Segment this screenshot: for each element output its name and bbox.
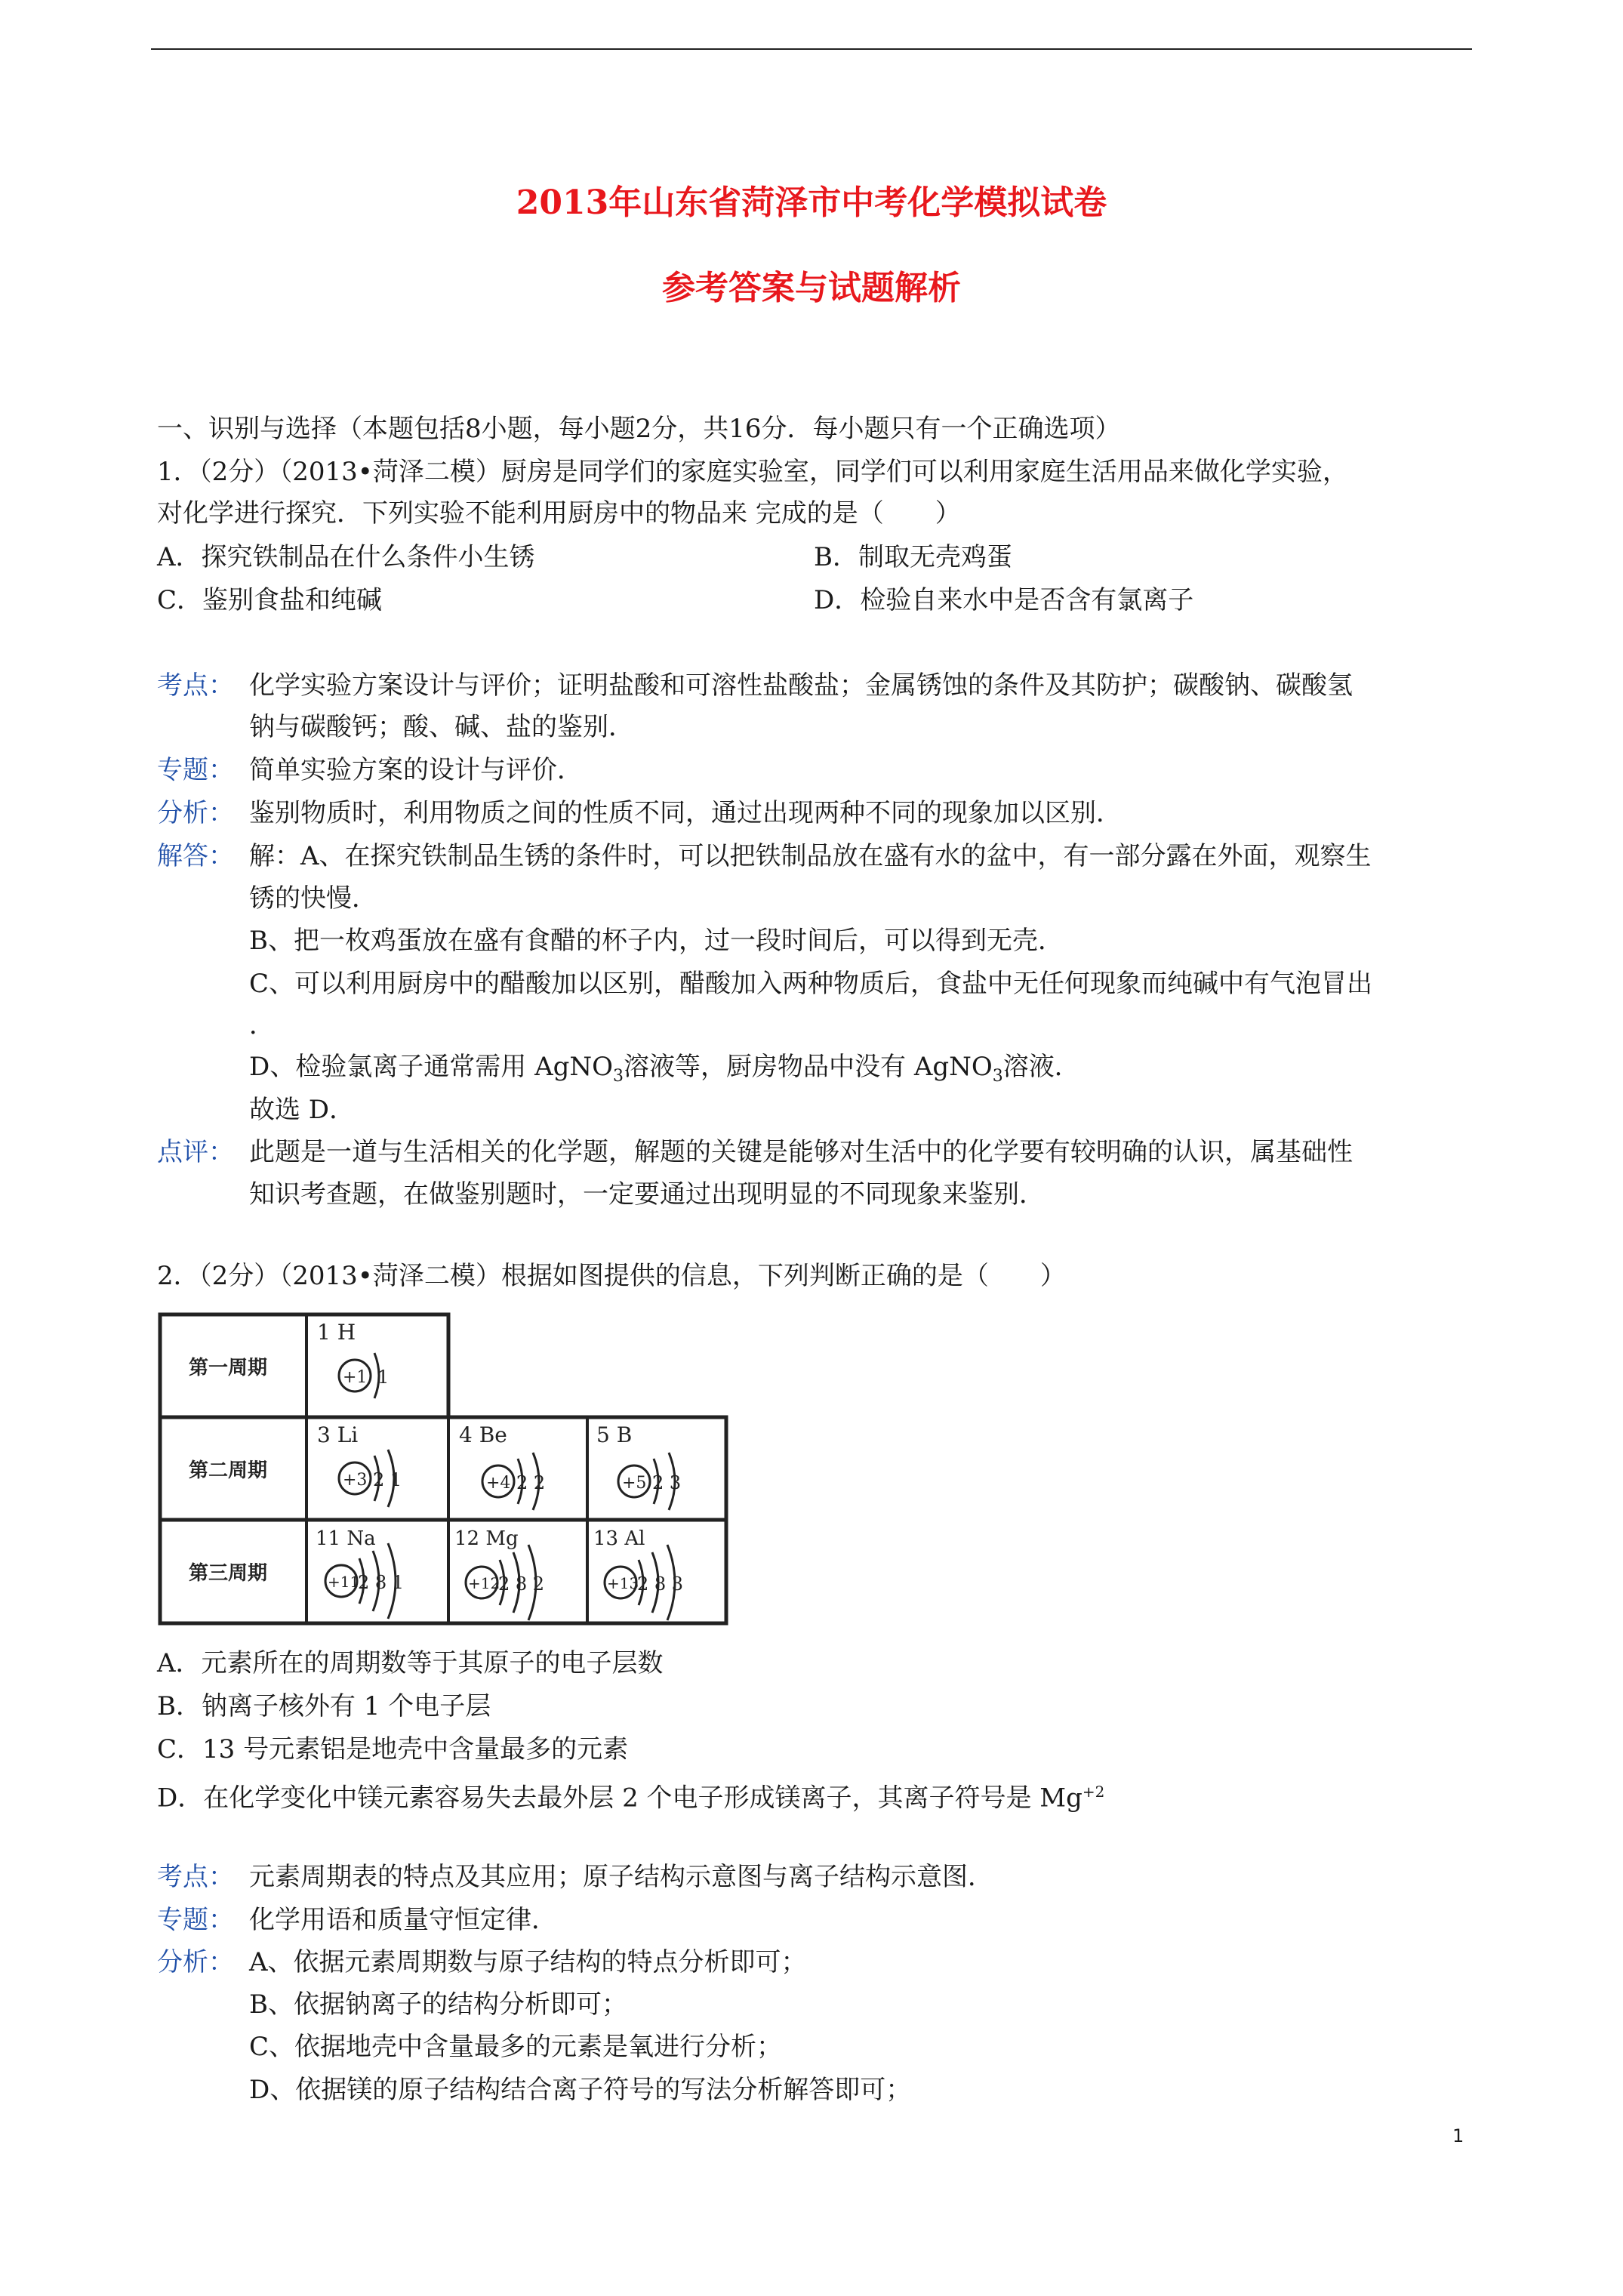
q2-fenxi-line1: A、依据元素周期数与原子结构的特点分析即可；	[249, 1947, 807, 1977]
b-nucleus-charge: +5	[622, 1474, 647, 1493]
q1-jieda-line2: 锈的快慢．	[249, 883, 377, 914]
na-nucleus-charge: +11	[328, 1573, 360, 1591]
q2-kaodian: 元素周期表的特点及其应用；原子结构示意图与离子结构示意图．	[249, 1862, 993, 1892]
mg-electrons: 2 8 2	[498, 1573, 545, 1595]
period3-label: 第三周期	[189, 1562, 268, 1585]
q2-fenxi-label: 分析：	[157, 1947, 234, 1977]
b-symbol: 5 B	[596, 1422, 633, 1447]
section-heading: 一、识别与选择（本题包括8小题，每小题2分，共16分．每小题只有一个正确选项）	[157, 414, 1121, 444]
period2-label: 第二周期	[189, 1459, 268, 1482]
h-symbol: 1 H	[317, 1320, 356, 1345]
q2-option-c: C．13 号元素铝是地壳中含量最多的元素	[157, 1734, 629, 1764]
page-number: 1	[1452, 2125, 1464, 2147]
q2-option-b: B．钠离子核外有 1 个电子层	[157, 1691, 491, 1721]
b-electrons: 2 3	[652, 1472, 682, 1493]
q2-kaodian-label: 考点：	[157, 1862, 234, 1892]
be-symbol: 4 Be	[459, 1422, 507, 1447]
q2-fenxi-line4: D、依据镁的原子结构结合离子符号的写法分析解答即可；	[249, 2075, 912, 2105]
q1-stem-line1: 1．（2分）（2013•菏泽二模）厨房是同学们的家庭实验室，同学们可以利用家庭生活用品来做化学实验，	[157, 457, 1348, 487]
q1-zhuanti-label: 专题：	[157, 755, 234, 785]
q2-zhuanti-label: 专题：	[157, 1905, 234, 1935]
q1-jieda-line1: 解：A、在探究铁制品生锈的条件时，可以把铁制品放在盛有水的盆中，有一部分露在外面，观察生	[249, 841, 1372, 871]
q1-stem-line2: 对化学进行探究．下列实验不能利用厨房中的物品来 完成的是（ ）	[157, 498, 961, 529]
q1-kaodian-line2: 钠与碳酸钙；酸、碱、盐的鉴别．	[249, 712, 634, 742]
header-rule	[151, 48, 1472, 50]
q1-zhuanti: 简单实验方案的设计与评价．	[249, 755, 583, 785]
li-electrons: 2 1	[373, 1469, 402, 1490]
q2-option-a: A．元素所在的周期数等于其原子的电子层数	[157, 1648, 664, 1678]
document-subtitle: 参考答案与试题解析	[662, 269, 961, 307]
q1-kaodian-label: 考点：	[157, 670, 234, 701]
q1-option-c: C．鉴别食盐和纯碱	[157, 585, 383, 615]
q1-option-d: D．检验自来水中是否含有氯离子	[814, 585, 1194, 615]
q1-jieda-line4: C、可以利用厨房中的醋酸加以区别，醋酸加入两种物质后，食盐中无任何现象而纯碱中有气泡冒出	[249, 969, 1373, 999]
q1-jieda-label: 解答：	[157, 841, 234, 871]
q2-fenxi-line2: B、依据钠离子的结构分析即可；	[249, 1989, 627, 2020]
q2-fenxi-line3: C、依据地壳中含量最多的元素是氧进行分析；	[249, 2032, 783, 2062]
mg-symbol: 12 Mg	[454, 1527, 519, 1550]
be-electrons: 2 2	[516, 1472, 546, 1493]
al-nucleus-charge: +13	[607, 1574, 639, 1592]
periodic-table-figure	[157, 1312, 731, 1632]
q1-jieda-line6: D、检验氯离子通常需用 AgNO$_3$溶液等，厨房物品中没有 AgNO$_3$溶液．	[249, 1052, 1080, 1086]
li-symbol: 3 Li	[317, 1422, 359, 1447]
q1-jieda-line3: B、把一枚鸡蛋放在盛有食醋的杯子内，过一段时间后，可以得到无壳．	[249, 926, 1064, 956]
na-electrons: 2 8 1	[358, 1572, 405, 1593]
document-title: 2013年山东省菏泽市中考化学模拟试卷	[516, 183, 1107, 222]
q1-kaodian-line1: 化学实验方案设计与评价；证明盐酸和可溶性盐酸盐；金属锈蚀的条件及其防护；碳酸钠、碳酸氢	[249, 670, 1353, 701]
mg-nucleus-charge: +12	[468, 1574, 500, 1592]
q1-dianping-label: 点评：	[157, 1137, 234, 1167]
q1-dianping-line2: 知识考查题，在做鉴别题时，一定要通过出现明显的不同现象来鉴别．	[249, 1179, 1045, 1210]
periodic-table-svg	[157, 1312, 731, 1629]
period1-label: 第一周期	[189, 1357, 268, 1379]
q2-zhuanti: 化学用语和质量守恒定律．	[249, 1905, 557, 1935]
na-symbol: 11 Na	[316, 1527, 376, 1550]
h-electrons: 1	[377, 1367, 390, 1388]
al-electrons: 2 8 3	[637, 1573, 684, 1595]
be-nucleus-charge: +4	[486, 1474, 511, 1493]
q1-dianping-line1: 此题是一道与生活相关的化学题，解题的关键是能够对生活中的化学要有较明确的认识，属基础性	[249, 1137, 1353, 1167]
q1-option-a: A．探究铁制品在什么条件小生锈	[157, 542, 535, 572]
h-nucleus-charge: +1	[343, 1368, 368, 1387]
q1-jieda-line5: ．	[249, 1010, 275, 1040]
q1-fenxi-label: 分析：	[157, 798, 234, 828]
q1-option-b: B．制取无壳鸡蛋	[814, 542, 1012, 572]
al-symbol: 13 Al	[593, 1527, 645, 1550]
q2-stem: 2．（2分）（2013•菏泽二模）根据如图提供的信息，下列判断正确的是（ ）	[157, 1261, 1066, 1291]
q1-fenxi: 鉴别物质时，利用物质之间的性质不同，通过出现两种不同的现象加以区别．	[249, 798, 1122, 828]
li-nucleus-charge: +3	[343, 1471, 368, 1490]
q1-jieda-line7: 故选 D．	[249, 1095, 356, 1125]
q2-option-d: D．在化学变化中镁元素容易失去最外层 2 个电子形成镁离子，其离子符号是 $Mg^{+2}$	[157, 1783, 1105, 1814]
